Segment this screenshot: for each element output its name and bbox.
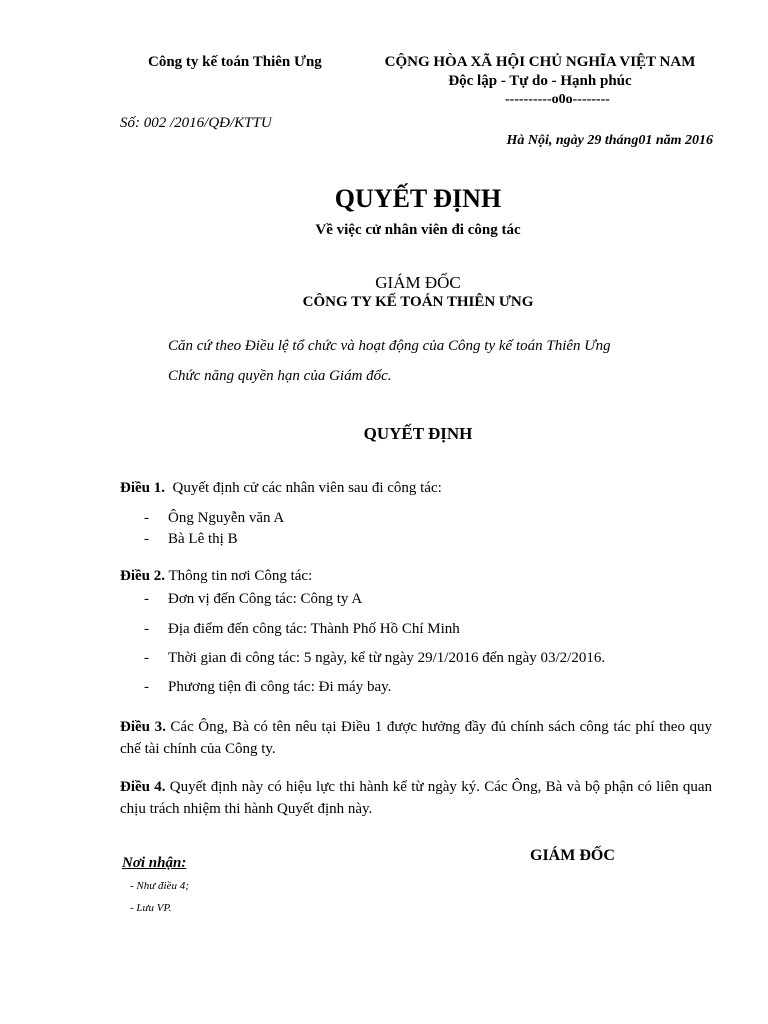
article-1-label: Điều 1. <box>120 480 165 496</box>
basis-1: Căn cứ theo Điều lệ tổ chức và hoạt động của Công ty kế toán Thiên Ưng <box>168 338 611 354</box>
article-2 <box>120 568 312 585</box>
recipient-item: - Như điều 4; <box>130 880 189 892</box>
article-4-label: Điều 4. <box>120 779 166 795</box>
document-title: QUYẾT ĐỊNH <box>334 184 502 213</box>
document-number: Số: 002 /2016/QĐ/KTTU <box>120 115 272 131</box>
company-name: Công ty kế toán Thiên Ưng <box>148 54 322 70</box>
republic-name: CỘNG HÒA XÃ HỘI CHỦ NGHĨA VIỆT NAM <box>384 54 696 70</box>
article-1-text: Quyết định cử các nhân viên sau đi công tác: <box>172 480 442 496</box>
recipient-item: - Lưu VP. <box>130 902 172 914</box>
article-1 <box>120 480 442 497</box>
header-divider: ----------o0o-------- <box>505 92 610 107</box>
authority-role: GIÁM ĐỐC <box>375 273 461 292</box>
article-3-text: Các Ông, Bà có tên nêu tại Điều 1 được hưởng đầy đủ chính sách công tác phí theo quy chế tài chính của Công ty. <box>120 719 713 757</box>
decision-heading: QUYẾT ĐỊNH <box>363 424 473 443</box>
signature-title: GIÁM ĐỐC <box>530 847 615 864</box>
basis-2: Chức năng quyền hạn của Giám đốc. <box>168 368 392 384</box>
recipients-heading: Nơi nhận: <box>122 855 187 871</box>
article-4 <box>120 776 712 820</box>
authority-company: CÔNG TY KẾ TOÁN THIÊN ƯNG <box>302 294 534 310</box>
article-4-text: Quyết định này có hiệu lực thi hành kể từ ngày ký. Các Ông, Bà và bộ phận có liên quan chịu trách nhiệm thi hành Quyết định này. <box>120 779 713 817</box>
article-3 <box>120 716 712 760</box>
document-subject: Về việc cử nhân viên đi công tác <box>315 222 521 238</box>
motto: Độc lập - Tự do - Hạnh phúc <box>448 73 632 89</box>
place-date: Hà Nội, ngày 29 tháng01 năm 2016 <box>506 133 713 148</box>
article-2-label: Điều 2. <box>120 568 165 584</box>
article-3-label: Điều 3. <box>120 719 166 735</box>
article-2-text: Thông tin nơi Công tác: <box>168 568 313 584</box>
